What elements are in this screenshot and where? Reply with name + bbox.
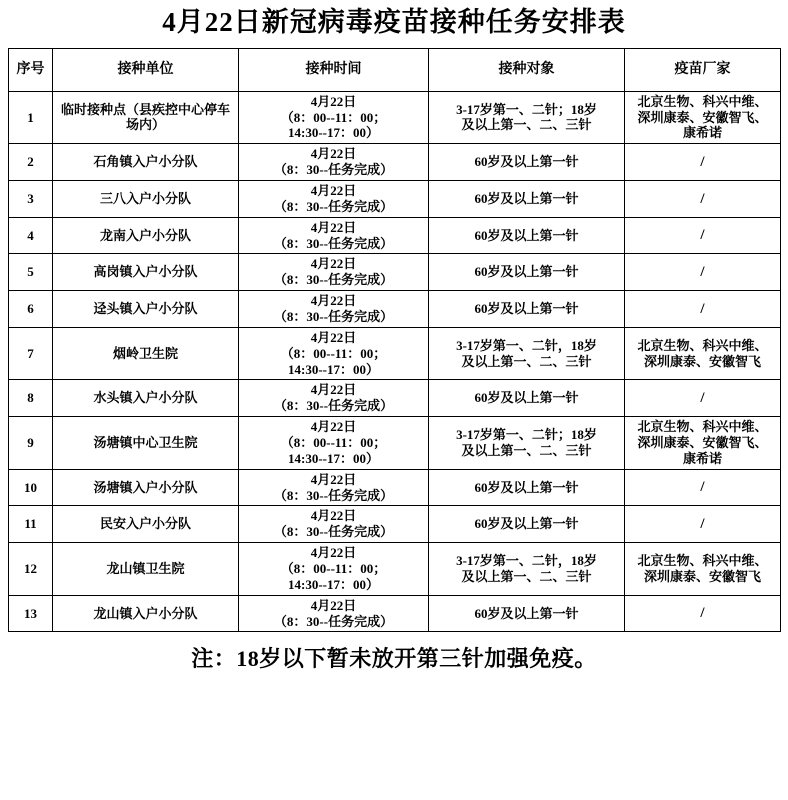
row-time-line: 14:30--17：00） bbox=[288, 361, 379, 377]
row-time-line: （8：30--任务完成） bbox=[273, 235, 394, 251]
row-time-line: 4月22日 bbox=[310, 545, 357, 561]
row-unit: 汤塘镇入户小分队 bbox=[53, 469, 239, 506]
row-time bbox=[239, 595, 429, 632]
row-time-line: （8：30--任务完成） bbox=[273, 524, 394, 540]
row-object-line: 60岁及以上第一针 bbox=[474, 479, 579, 495]
row-time-line: 4月22日 bbox=[310, 597, 357, 613]
row-unit: 民安入户小分队 bbox=[53, 506, 239, 543]
row-object-line: 及以上第一、二、三针 bbox=[461, 442, 592, 458]
row-index: 5 bbox=[9, 254, 53, 291]
not-applicable-mark: / bbox=[700, 300, 705, 317]
row-object-line: 及以上第一、二、三针 bbox=[461, 117, 592, 133]
row-object bbox=[429, 380, 625, 417]
not-applicable-mark: / bbox=[700, 479, 705, 496]
row-time bbox=[239, 180, 429, 217]
row-object bbox=[429, 180, 625, 217]
page-title: 4月22日新冠病毒疫苗接种任务安排表 bbox=[162, 7, 626, 37]
row-manufacturer bbox=[625, 180, 781, 217]
row-time-line: 4月22日 bbox=[310, 471, 357, 487]
row-time-line: 14:30--17：00） bbox=[288, 450, 379, 466]
row-index: 4 bbox=[9, 217, 53, 254]
table-body bbox=[9, 91, 781, 632]
row-index: 6 bbox=[9, 291, 53, 328]
row-time-line: 4月22日 bbox=[310, 508, 357, 524]
row-manufacturer-line: 康希诺 bbox=[682, 450, 722, 466]
row-manufacturer-line: 深圳康泰、安徽智飞 bbox=[643, 568, 761, 584]
row-time-line: （8：30--任务完成） bbox=[273, 398, 394, 414]
row-unit: 高岗镇入户小分队 bbox=[53, 254, 239, 291]
row-index: 7 bbox=[9, 327, 53, 380]
table-row bbox=[9, 469, 781, 506]
not-applicable-mark: / bbox=[700, 227, 705, 244]
row-object bbox=[429, 291, 625, 328]
row-time-line: （8：00--11：00； bbox=[280, 345, 387, 361]
row-unit: 龙山镇卫生院 bbox=[53, 543, 239, 596]
row-object-line: 60岁及以上第一针 bbox=[474, 154, 579, 170]
row-time-line: （8：30--任务完成） bbox=[273, 272, 394, 288]
row-time-line: 4月22日 bbox=[310, 293, 357, 309]
not-applicable-mark: / bbox=[700, 516, 705, 533]
row-object-line: 60岁及以上第一针 bbox=[474, 264, 579, 280]
row-object-line: 60岁及以上第一针 bbox=[474, 390, 579, 406]
row-index: 12 bbox=[9, 543, 53, 596]
row-object-line: 60岁及以上第一针 bbox=[474, 516, 579, 532]
row-unit: 龙山镇入户小分队 bbox=[53, 595, 239, 632]
row-object-line: 3-17岁第一、二针，18岁 bbox=[456, 337, 597, 353]
not-applicable-mark: / bbox=[700, 264, 705, 281]
row-unit: 石角镇入户小分队 bbox=[53, 144, 239, 181]
column-header-unit: 接种单位 bbox=[53, 48, 239, 91]
row-manufacturer-line: 北京生物、科兴中维、 bbox=[637, 93, 768, 109]
row-object bbox=[429, 217, 625, 254]
row-object-line: 3-17岁第一、二针；18岁 bbox=[456, 427, 597, 443]
row-time-line: 4月22日 bbox=[310, 93, 357, 109]
row-object bbox=[429, 417, 625, 470]
row-object bbox=[429, 144, 625, 181]
row-object bbox=[429, 91, 625, 144]
row-manufacturer bbox=[625, 217, 781, 254]
row-manufacturer bbox=[625, 506, 781, 543]
row-manufacturer-line: 深圳康泰、安徽智飞、 bbox=[637, 109, 768, 125]
row-manufacturer bbox=[625, 469, 781, 506]
table-row bbox=[9, 144, 781, 181]
row-index: 9 bbox=[9, 417, 53, 470]
row-unit: 汤塘镇中心卫生院 bbox=[53, 417, 239, 470]
row-time-line: （8：30--任务完成） bbox=[273, 198, 394, 214]
row-time bbox=[239, 91, 429, 144]
row-time bbox=[239, 469, 429, 506]
table-row bbox=[9, 327, 781, 380]
table-row bbox=[9, 180, 781, 217]
row-time bbox=[239, 543, 429, 596]
row-time-line: （8：30--任务完成） bbox=[273, 309, 394, 324]
row-unit: 龙南入户小分队 bbox=[53, 217, 239, 254]
row-manufacturer bbox=[625, 327, 781, 380]
table-row bbox=[9, 595, 781, 632]
row-object bbox=[429, 595, 625, 632]
row-index: 11 bbox=[9, 506, 53, 543]
row-time bbox=[239, 217, 429, 254]
row-object-line: 60岁及以上第一针 bbox=[474, 301, 579, 317]
table-row bbox=[9, 91, 781, 144]
row-unit: 水头镇入户小分队 bbox=[53, 380, 239, 417]
table-row bbox=[9, 417, 781, 470]
row-manufacturer bbox=[625, 91, 781, 144]
row-object-line: 及以上第一、二、三针 bbox=[461, 353, 592, 369]
not-applicable-mark: / bbox=[700, 190, 705, 207]
column-header-object: 接种对象 bbox=[429, 48, 625, 91]
footer-note: 注：18岁以下暂未放开第三针加强免疫。 bbox=[191, 646, 597, 672]
column-header-time: 接种时间 bbox=[239, 48, 429, 91]
row-object-line: 60岁及以上第一针 bbox=[474, 190, 579, 206]
table-row bbox=[9, 254, 781, 291]
row-unit: 烟岭卫生院 bbox=[53, 327, 239, 380]
row-manufacturer bbox=[625, 417, 781, 470]
row-object-line: 3-17岁第一、二针，18岁 bbox=[456, 553, 597, 569]
row-index: 2 bbox=[9, 144, 53, 181]
table-row bbox=[9, 291, 781, 328]
row-object-line: 3-17岁第一、二针；18岁 bbox=[456, 101, 597, 117]
row-time-line: 4月22日 bbox=[310, 382, 357, 398]
not-applicable-mark: / bbox=[700, 605, 705, 622]
row-time-line: 14:30--17：00） bbox=[288, 125, 379, 141]
table-header-row bbox=[9, 48, 781, 91]
row-time-line: （8：30--任务完成） bbox=[273, 162, 394, 178]
table-row bbox=[9, 380, 781, 417]
row-manufacturer bbox=[625, 144, 781, 181]
row-time-line: （8：00--11：00； bbox=[280, 435, 387, 451]
row-manufacturer-line: 北京生物、科兴中维、 bbox=[637, 419, 768, 435]
row-manufacturer bbox=[625, 543, 781, 596]
row-time bbox=[239, 254, 429, 291]
row-manufacturer bbox=[625, 291, 781, 328]
row-index: 13 bbox=[9, 595, 53, 632]
row-object-line: 60岁及以上第一针 bbox=[474, 227, 579, 243]
row-unit: 临时接种点（县疾控中心停车场内） bbox=[53, 91, 239, 144]
row-unit: 三八入户小分队 bbox=[53, 180, 239, 217]
row-time-line: 4月22日 bbox=[310, 256, 357, 272]
row-object bbox=[429, 543, 625, 596]
row-object-line: 及以上第一、二、三针 bbox=[461, 568, 592, 584]
row-object bbox=[429, 469, 625, 506]
row-manufacturer bbox=[625, 380, 781, 417]
row-manufacturer bbox=[625, 595, 781, 632]
row-object bbox=[429, 254, 625, 291]
row-object-line: 60岁及以上第一针 bbox=[474, 605, 579, 621]
row-time bbox=[239, 506, 429, 543]
row-time-line: 4月22日 bbox=[310, 419, 357, 435]
row-manufacturer-line: 北京生物、科兴中维、 bbox=[637, 553, 768, 569]
table-row bbox=[9, 543, 781, 596]
column-header-index: 序号 bbox=[9, 48, 53, 91]
not-applicable-mark: / bbox=[700, 153, 705, 170]
row-time-line: （8：30--任务完成） bbox=[273, 613, 394, 629]
row-index: 10 bbox=[9, 469, 53, 506]
row-time-line: （8：00--11：00； bbox=[280, 561, 387, 577]
row-time bbox=[239, 327, 429, 380]
row-time bbox=[239, 417, 429, 470]
row-time-line: 4月22日 bbox=[310, 182, 357, 198]
row-time-line: 4月22日 bbox=[310, 219, 357, 235]
not-applicable-mark: / bbox=[700, 390, 705, 407]
column-header-manufacturer: 疫苗厂家 bbox=[625, 48, 781, 91]
table-row bbox=[9, 217, 781, 254]
row-manufacturer-line: 深圳康泰、安徽智飞、 bbox=[637, 435, 768, 451]
row-index: 8 bbox=[9, 380, 53, 417]
row-unit: 迳头镇入户小分队 bbox=[53, 291, 239, 328]
row-time bbox=[239, 144, 429, 181]
row-time-line: 4月22日 bbox=[310, 146, 357, 162]
row-time-line: （8：00--11：00； bbox=[280, 109, 387, 125]
vaccination-schedule-table bbox=[8, 48, 781, 633]
row-time-line: 4月22日 bbox=[310, 329, 357, 345]
table-row bbox=[9, 506, 781, 543]
row-time-line: 14:30--17：00） bbox=[288, 576, 379, 592]
row-index: 1 bbox=[9, 91, 53, 144]
row-object bbox=[429, 506, 625, 543]
row-index: 3 bbox=[9, 180, 53, 217]
row-manufacturer bbox=[625, 254, 781, 291]
row-manufacturer-line: 康希诺 bbox=[682, 125, 722, 141]
row-time-line: （8：30--任务完成） bbox=[273, 487, 394, 503]
row-manufacturer-line: 北京生物、科兴中维、 bbox=[637, 337, 768, 353]
row-object bbox=[429, 327, 625, 380]
row-time bbox=[239, 291, 429, 328]
row-manufacturer-line: 深圳康泰、安徽智飞 bbox=[643, 353, 761, 369]
row-time bbox=[239, 380, 429, 417]
